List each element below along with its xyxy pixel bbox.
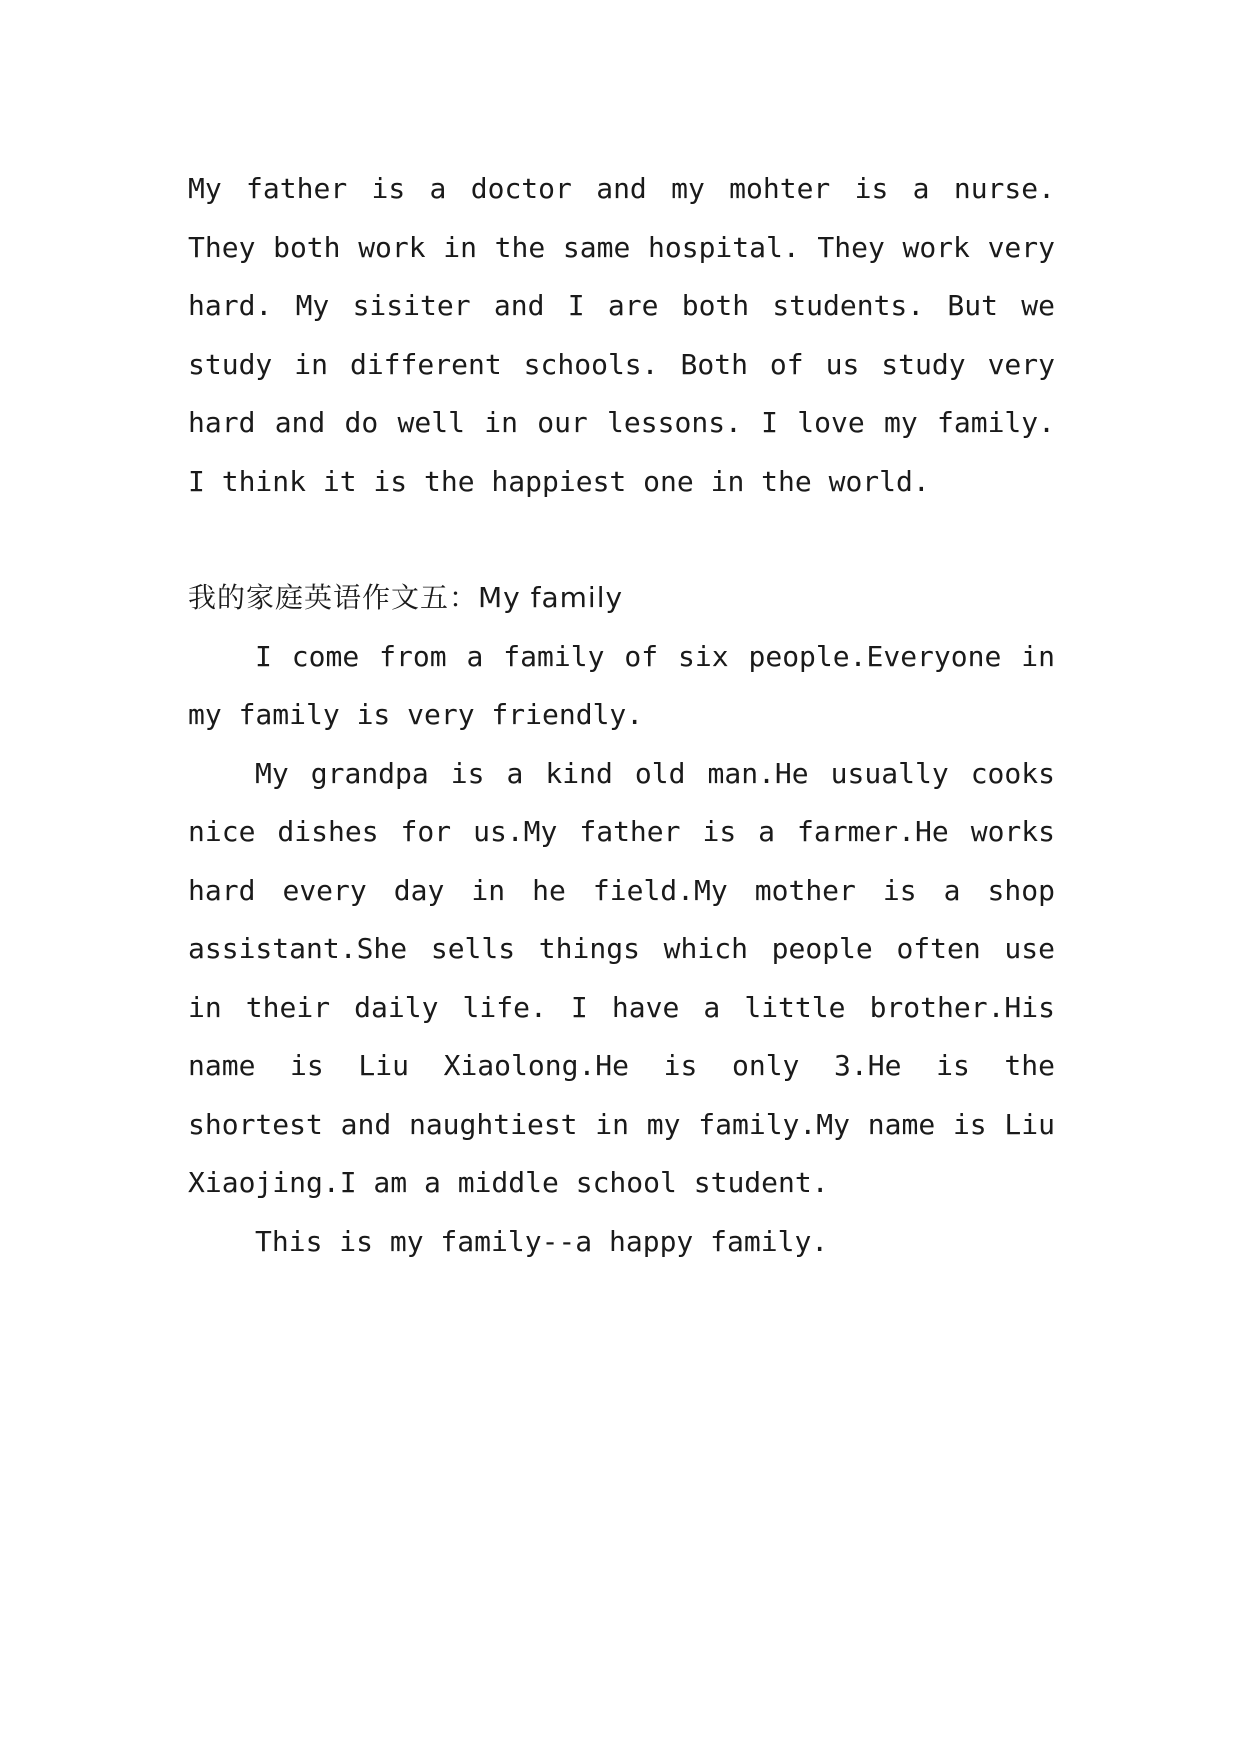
section-paragraph-2: My grandpa is a kind old man.He usually cooks nice dishes for us.My father is a farmer.He works hard every day in he field.My mother is a shop assistant.She sells things which people often use in their daily life. I have a little brother.His name is Liu Xiaolong.He is only 3.He is the shortest and naughtiest in my family.My name is Liu Xiaojing.I am a middle school student. xyxy=(188,756,1055,1199)
section-paragraph-3: This is my family--a happy family. xyxy=(255,1224,829,1258)
intro-paragraph: My father is a doctor and my mohter is a nurse. They both work in the same hospital. They work very hard. My sisiter and I are both students. But we study in different schools. Both of us study very hard and do well in our lessons. I love my family. I think it is the happiest one in the world. xyxy=(188,172,1055,498)
section-heading: 我的家庭英语作文五：My family xyxy=(188,581,624,614)
section-paragraph-1: I come from a family of six people.Everyone in my family is very friendly. xyxy=(188,639,1055,731)
paragraph-spacer xyxy=(188,511,1055,569)
document-page xyxy=(188,160,1055,1271)
